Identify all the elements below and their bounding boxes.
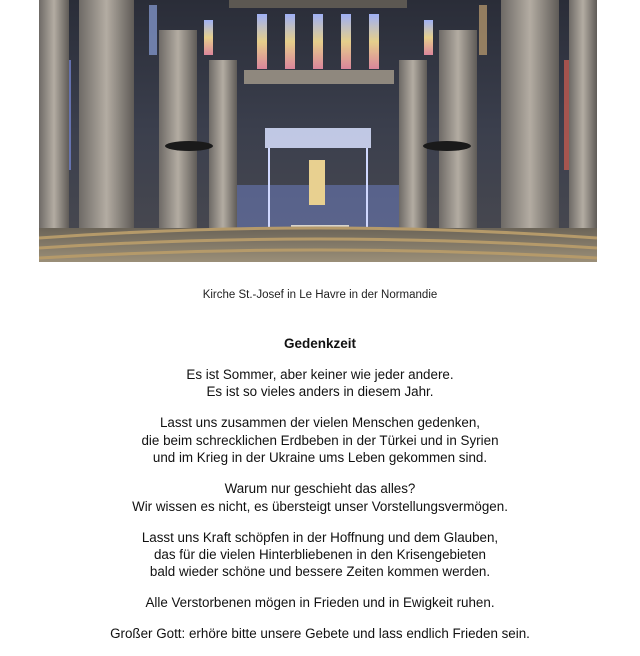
stanza — [0, 414, 640, 466]
stanza — [0, 625, 640, 642]
poem-line: Es ist so vieles anders in diesem Jahr. — [206, 384, 434, 400]
stanza — [0, 594, 640, 611]
poem-line: Großer Gott: erhöre bitte unsere Gebete und lass endlich Frieden sein. — [110, 626, 530, 642]
poem-line: Warum nur geschieht das alles? — [224, 481, 416, 497]
poem-line: und im Krieg in der Ukraine ums Leben gekommen sind. — [152, 450, 488, 466]
poem-line: Wir wissen es nicht, es übersteigt unser Vorstellungsvermögen. — [132, 498, 508, 514]
poem-line: Alle Verstorbenen mögen in Frieden und in Ewigkeit ruhen. — [145, 595, 495, 611]
poem-line: Lasst uns Kraft schöpfen in der Hoffnung und dem Glauben, — [141, 529, 499, 545]
poem-line: das für die vielen Hinterbliebenen in den Krisengebieten — [153, 547, 486, 563]
poem-title: Gedenkzeit — [283, 336, 357, 351]
poem-line: bald wieder schöne und bessere Zeiten kommen werden. — [149, 564, 491, 580]
stanza — [0, 366, 640, 401]
stanza — [0, 529, 640, 581]
stanza — [0, 480, 640, 515]
church-interior-photo — [39, 0, 597, 262]
poem-line: Es ist Sommer, aber keiner wie jeder andere. — [186, 367, 454, 382]
poem-line: die beim schrecklichen Erdbeben in der Türkei und in Syrien — [141, 432, 499, 448]
photo-caption: Kirche St.-Josef in Le Havre in der Normandie — [202, 289, 438, 301]
poem-line: Lasst uns zusammen der vielen Menschen gedenken, — [159, 415, 481, 431]
poem-body — [0, 366, 640, 656]
